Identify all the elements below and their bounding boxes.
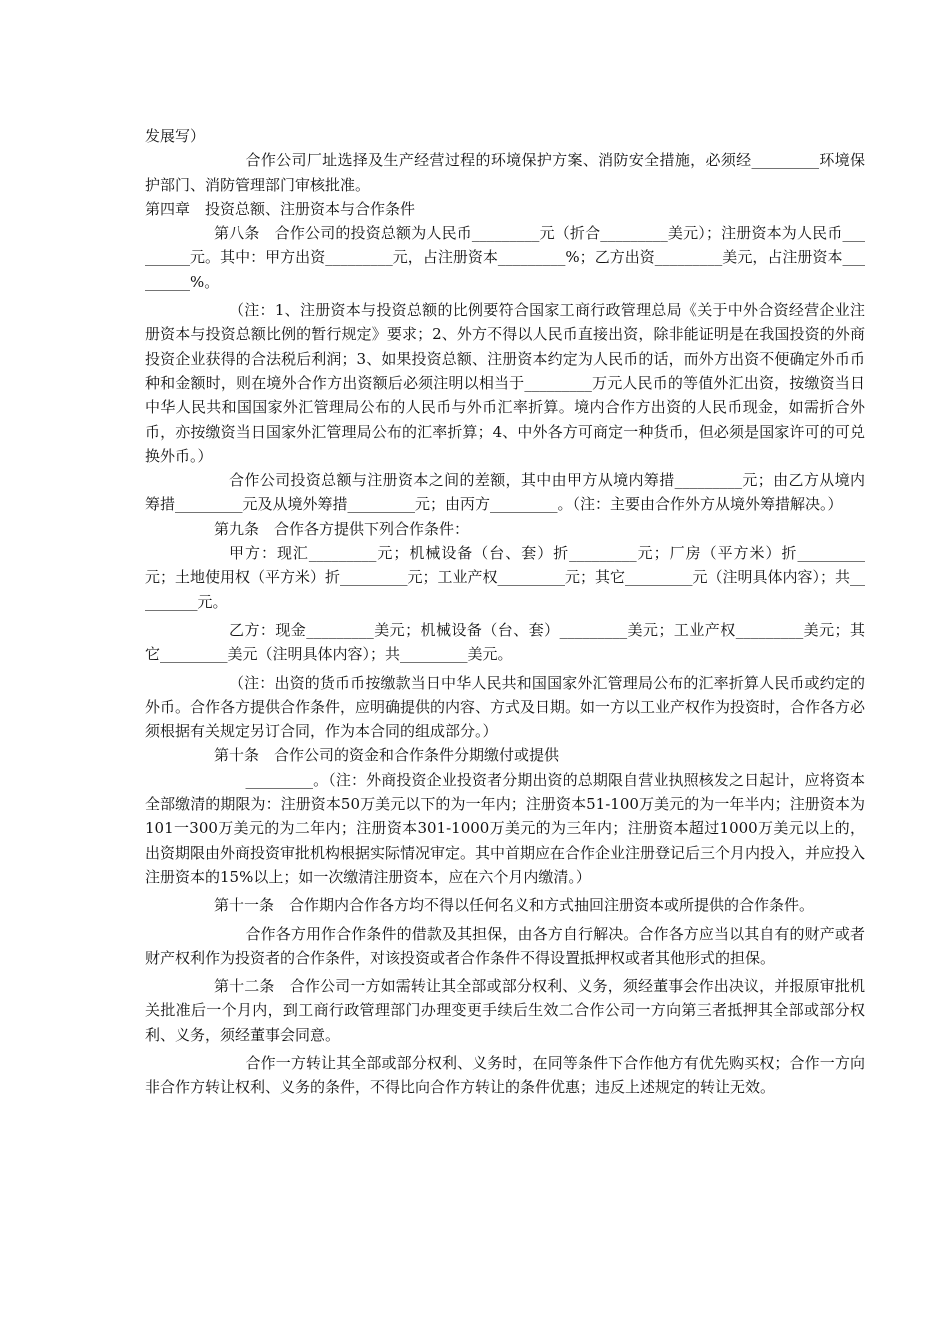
article-11: 第十一条 合作期内合作各方均不得以任何名义和方式抽回注册资本或所提供的合作条件。 xyxy=(214,896,815,915)
paragraph-loans-guarantee: 合作各方用作合作条件的借款及其担保，由各方自行解决。合作各方应当以其自有的财产或者财产权利作为投资者的合作条件，对该投资或者合作条件不得设置抵押权或者其他形式的担保。 xyxy=(145,924,865,967)
article-9-note: （注：出资的货币币按缴款当日中华人民共和国国家外汇管理局公布的汇率折算人民币或约定的外币。合作各方提供合作条件，应明确提供的内容、方式及日期。如一方以工业产权作为投资时，合作各方必须根据有关规定另订合同，作为本合同的组成部分。） xyxy=(145,673,866,741)
article-10: 第十条 合作公司的资金和合作条件分期缴付或提供 xyxy=(214,746,560,765)
article-8-note: （注：1、注册资本与投资总额的比例要符合国家工商行政管理总局《关于中外合资经营企业注册资本与投资总额比例的暂行规定》要求；2、外方不得以人民币直接出资，除非能证明是在我国投资的外商投资企业获得的合法税后利润；3、如果投资总额、注册资本约定为人民币的话，而外方出资不便确定外币币种和金额时，则在境外合作方出资额后必须注明以相当于_________万元人民币的等值外汇出资，按缴资当日中华人民共和国国家外汇管理局公布的人民币与外币汇率折算。境内合作方出资的人民币现金，如需折合外币，亦按缴资当日国家外汇管理局公布的汇率折算；4、中外各方可商定一种货币，但必须是国家许可的可兑换外币。） xyxy=(145,301,865,465)
article-12: 第十二条 合作公司一方如需转让其全部或部分权利、义务，须经董事会作出决议，并报原审批机关批准后一个月内，到工商行政管理部门办理变更手续后生效二合作公司一方向第三者抵押其全部或部分权利、义务，须经董事会同意。 xyxy=(145,977,865,1044)
paragraph-environment-approval: 合作公司厂址选择及生产经营过程的环境保护方案、消防安全措施，必须经_________环境保护部门、消防管理部门审核批准。 xyxy=(145,151,865,194)
article-9: 第九条 合作各方提供下列合作条件： xyxy=(214,519,470,538)
paragraph-investment-difference: 合作公司投资总额与注册资本之间的差额，其中由甲方从境内筹措_________元；由乙方从境内筹措_________元及从境外筹措_________元；由丙方_________。（注：主要由合作外方从境外筹措解决。） xyxy=(145,471,865,514)
article-10-note: _________。（注：外商投资企业投资者分期出资的总期限自营业执照核发之日起计，应将资本全部缴清的期限为：注册资本50万美元以下的为一年内；注册资本51-100万美元的为一年半内；注册资本为101一300万美元的为二年内；注册资本301-1000万美元的为三年内；注册资本超过1000万美元以上的，出资期限由外商投资审批机构根据实际情况审定。其中首期应在合作企业注册登记后三个月内投入，并应投入注册资本的15%以上；如一次缴清注册资本，应在六个月内缴清。） xyxy=(145,770,866,886)
document-body xyxy=(145,124,865,1100)
article-8: 第八条 合作公司的投资总额为人民币_________元（折合_________美元）；注册资本为人民币_________元。其中：甲方出资_________元，占注册资本_________%；乙方出资_________美元，占注册资本_________%。 xyxy=(145,224,865,291)
paragraph-transfer-priority: 合作一方转让其全部或部分权利、义务时，在同等条件下合作他方有优先购买权；合作一方向非合作方转让权利、义务的条件，不得比向合作方转让的条件优惠；违反上述规定的转让无效。 xyxy=(145,1053,865,1097)
chapter-heading-4: 第四章 投资总额、注册资本与合作条件 xyxy=(145,199,416,218)
party-b-conditions: 乙方：现金_________美元；机械设备（台、套）_________美元；工业产权_________美元；其它_________美元（注明具体内容）；共_________美元。 xyxy=(145,620,865,664)
paragraph-continuation: 发展写） xyxy=(145,127,206,145)
party-a-conditions: 甲方：现汇_________元；机械设备（台、套）折_________元；厂房（平方米）折_________元；土地使用权（平方米）折_________元；工业产权_________元；其它_________元（注明具体内容）；共_________元。 xyxy=(145,544,866,611)
